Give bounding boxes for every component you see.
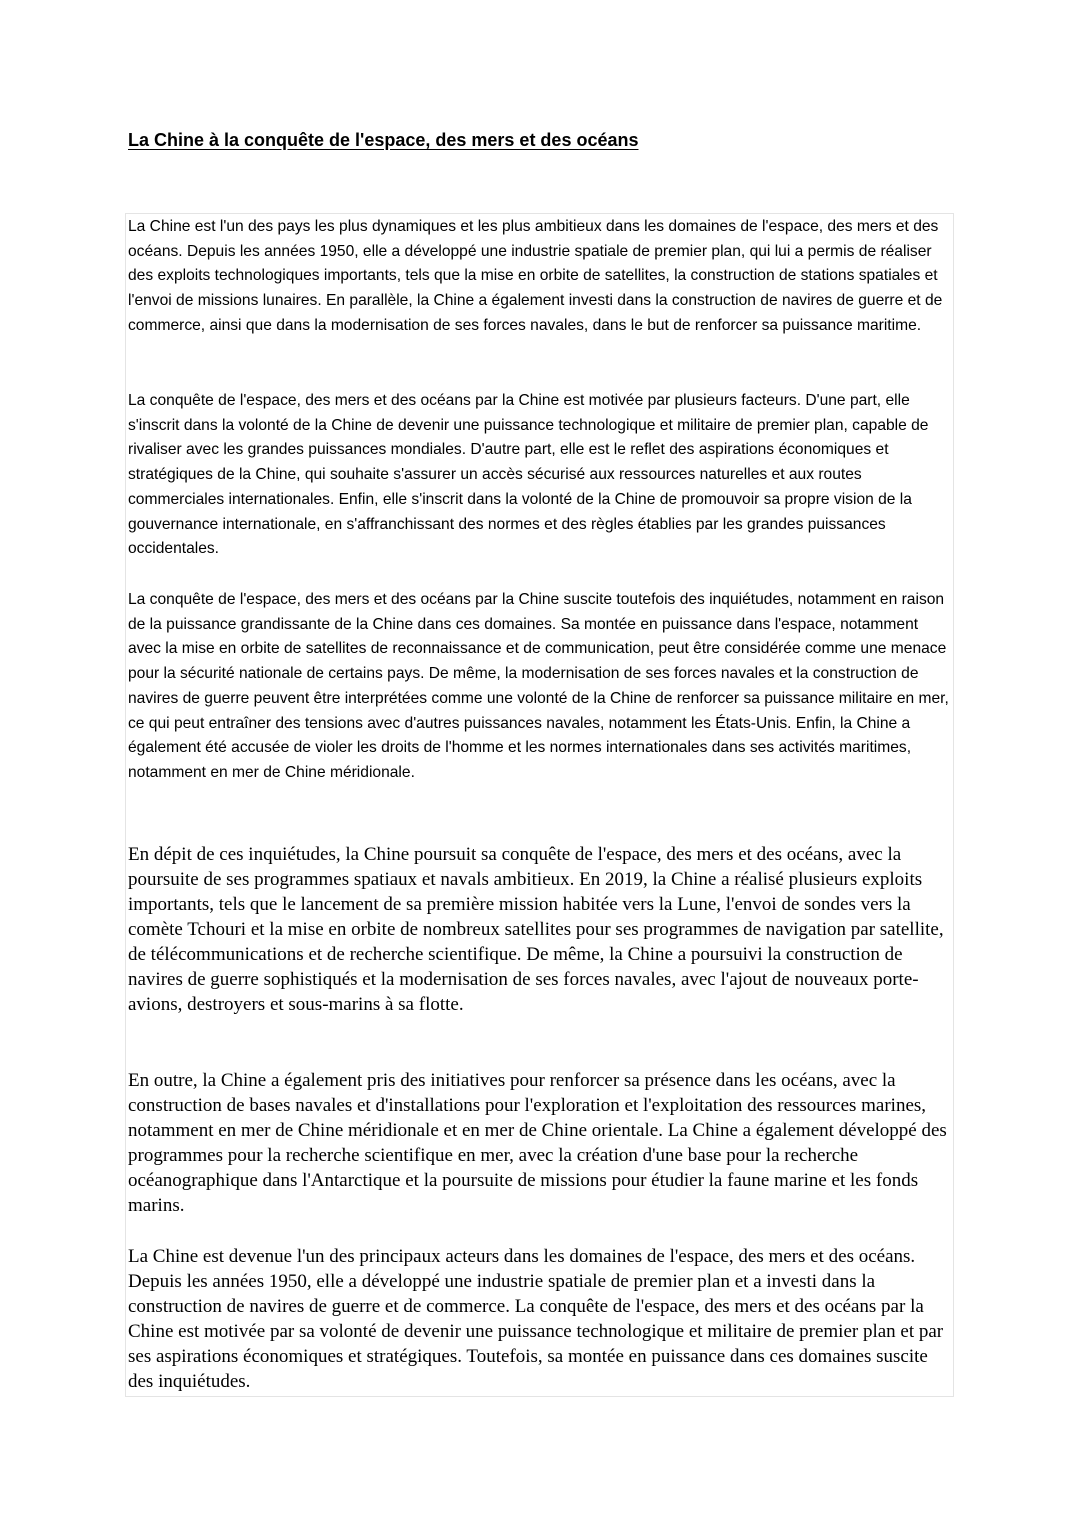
- paragraph-intro: La Chine est l'un des pays les plus dynamiques et les plus ambitieux dans les domaines de l'espace, des mers et des océans. Depuis les années 1950, elle a développé une industrie spatiale de premier plan, qui lui a permis de réaliser des exploits technologiques importants, tels que la mise en orbite de satellites, la construction de stations spatiales et l'envoi de missions lunaires. En parallèle, la Chine a également investi dans la construction de navires de guerre et de commerce, ainsi que dans la modernisation de ses forces navales, dans le but de renforcer sa puissance maritime.: [128, 218, 943, 334]
- paragraph-oceans: En outre, la Chine a également pris des initiatives pour renforcer sa présence dans les océans, avec la construction de bases navales et d'installations pour l'exploration et l'exploitation des ressources marines, notamment en mer de Chine méridionale et en mer de Chine orientale. La Chine a également développé des programmes pour la recherche scientifique en mer, avec la création d'une base pour la recherche océanographique dans l'Antarctique et la poursuite de missions pour étudier la faune marine et les fonds marins.: [128, 1070, 947, 1216]
- paragraph-motivations: La conquête de l'espace, des mers et des océans par la Chine est motivée par plusieurs facteurs. D'une part, elle s'inscrit dans la volonté de la Chine de devenir une puissance technologique et militaire de premier plan, capable de rivaliser avec les grandes puissances mondiales. D'autre part, elle est le reflet des aspirations économiques et stratégiques de la Chine, qui souhaite s'assurer un accès sécurisé aux ressources naturelles et aux routes commerciales internationales. Enfin, elle s'inscrit dans la volonté de la Chine de promouvoir sa propre vision de la gouvernance internationale, en s'affranchissant des normes et des règles établies par les grandes puissances occidentales.: [128, 392, 929, 558]
- paragraph-concerns: La conquête de l'espace, des mers et des océans par la Chine suscite toutefois des inquiétudes, notamment en raison de la puissance grandissante de la Chine dans ces domaines. Sa montée en puissance dans l'espace, notamment avec la mise en orbite de satellites de reconnaissance et de communication, peut être considérée comme une menace pour la sécurité nationale de certains pays. De même, la modernisation de ses forces navales et la construction de navires de guerre peuvent être interprétées comme une volonté de la Chine de renforcer sa puissance militaire en mer, ce qui peut entraîner des tensions avec d'autres puissances navales, notamment les États-Unis. Enfin, la Chine a également été accusée de violer les droits de l'homme et les normes internationales dans ses activités maritimes, notamment en mer de Chine méridionale.: [128, 591, 949, 781]
- paragraph-programs: En dépit de ces inquiétudes, la Chine poursuit sa conquête de l'espace, des mers et des océans, avec la poursuite de ses programmes spatiaux et navals ambitieux. En 2019, la Chine a réalisé plusieurs exploits importants, tels que le lancement de sa première mission habitée vers la Lune, l'envoi de sondes vers la comète Tchouri et la mise en orbite de nombreux satellites pour ses programmes de navigation par satellite, de télécommunications et de recherche scientifique. De même, la Chine a poursuivi la construction de navires de guerre sophistiqués et la modernisation de ses forces navales, avec l'ajout de nouveaux porte-avions, destroyers et sous-marins à sa flotte.: [128, 844, 944, 1015]
- paragraph-conclusion: La Chine est devenue l'un des principaux acteurs dans les domaines de l'espace, des mers et des océans. Depuis les années 1950, elle a développé une industrie spatiale de premier plan et a investi dans la construction de navires de guerre et de commerce. La conquête de l'espace, des mers et des océans par la Chine est motivée par sa volonté de devenir une puissance technologique et militaire de premier plan et par ses aspirations économiques et stratégiques. Toutefois, sa montée en puissance dans ces domaines suscite des inquiétudes.: [128, 1246, 944, 1392]
- page-title: La Chine à la conquête de l'espace, des mers et des océans: [128, 130, 639, 150]
